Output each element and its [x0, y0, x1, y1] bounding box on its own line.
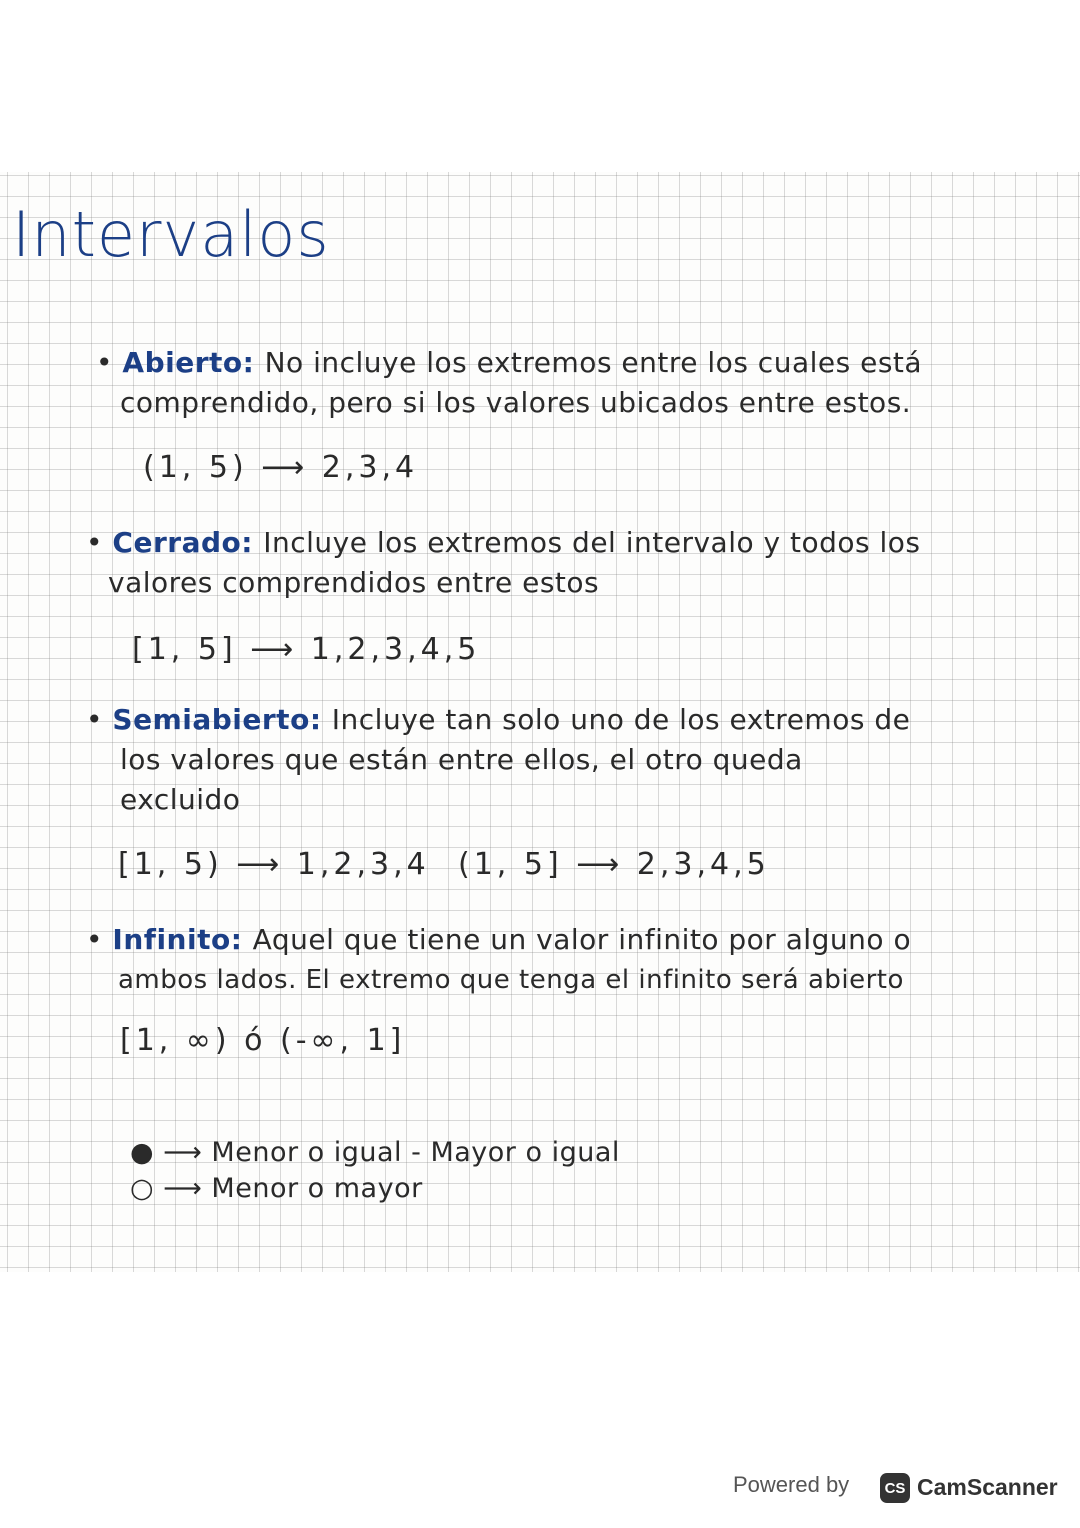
infinito-line2: ambos lados. El extremo que tenga el infinito será abierto — [118, 965, 904, 995]
semiabierto-line1: Incluye tan solo uno de los extremos de — [331, 703, 911, 736]
legend-closed: ● ⟶ Menor o igual - Mayor o igual — [130, 1137, 620, 1168]
term-infinito: Infinito — [112, 923, 231, 956]
infinito-example: [1, ∞) ó (-∞, 1] — [120, 1023, 406, 1058]
term-semiabierto: Semiabierto — [112, 703, 310, 736]
abierto-line1: No incluye los extremos entre los cuales está — [264, 346, 923, 379]
infinito-line1: Aquel que tiene un valor infinito por alguno o — [252, 923, 912, 956]
cerrado-line2: valores comprendidos entre estos — [108, 566, 600, 599]
semiabierto-example-1: [1, 5) ⟶ 1,2,3,4 — [118, 847, 430, 882]
semiabierto-line3: excluido — [120, 783, 241, 816]
section-abierto: • Abierto: No incluye los extremos entre los cuales está comprendido, pero si los valores ubicados entre estos. — [96, 343, 922, 423]
cerrado-line1: Incluye los extremos del intervalo y todos los — [263, 526, 921, 559]
semiabierto-line2: los valores que están entre ellos, el otro queda — [120, 743, 803, 776]
legend-open: ○ ⟶ Menor o mayor — [130, 1173, 423, 1204]
page-title: Intervalos — [12, 198, 330, 271]
term-abierto: Abierto — [122, 346, 243, 379]
camscanner-brand: CamScanner — [917, 1474, 1058, 1500]
powered-by-text: Powered by — [733, 1472, 850, 1497]
section-cerrado: • Cerrado: Incluye los extremos del intervalo y todos los valores comprendidos entre estos — [86, 523, 920, 603]
term-cerrado: Cerrado — [112, 526, 242, 559]
semiabierto-example-2: (1, 5] ⟶ 2,3,4,5 — [458, 847, 770, 882]
camscanner-logo-icon: CS — [880, 1473, 910, 1503]
abierto-example: (1, 5) ⟶ 2,3,4 — [143, 450, 419, 485]
cerrado-example: [1, 5] ⟶ 1,2,3,4,5 — [132, 632, 481, 667]
section-infinito: • Infinito: Aquel que tiene un valor infinito por alguno o ambos lados. El extremo que tenga el infinito será abierto — [86, 920, 911, 1000]
section-semiabierto: • Semiabierto: Incluye tan solo uno de los extremos de los valores que están entre ellos, el otro queda excluido — [86, 700, 910, 820]
abierto-line2: comprendido, pero si los valores ubicados entre estos. — [120, 386, 912, 419]
